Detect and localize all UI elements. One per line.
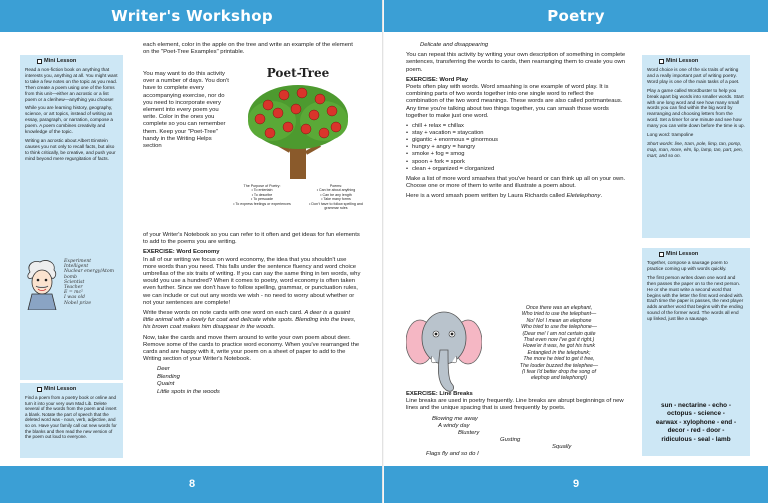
list-item: • clean + organized = clorganized: [406, 166, 626, 173]
sausage-poem-chain: sun - nectarine - echo - octopus - science - earwax - xylophone - end - decor - red - door - ridiculous - seal - lamb: [655, 402, 737, 443]
right-page: [384, 0, 768, 503]
right-main-column: [406, 42, 626, 203]
mini-lesson-heading: Mini Lesson: [647, 251, 745, 257]
poem-last-line: Delicate and disappearing: [420, 42, 489, 48]
left-page-number: 8: [0, 466, 384, 503]
word-smash-list: [406, 123, 626, 173]
mini-lesson-heading: Mini Lesson: [25, 58, 118, 64]
paragraph: Here is a word smash poem written by Laura Richards called Eletelephony.: [406, 193, 603, 200]
checkbox-icon: [37, 387, 42, 392]
tree-caption-poems: Poems: • Can be about anything • Can be any length • Take many forms • Don't have to follow spelling and grammar rules: [309, 184, 363, 211]
list-item: • gigantic + enormous = ginormous: [406, 137, 626, 144]
list-item: • stay + vacation = staycation: [406, 130, 626, 137]
exercise-heading: EXERCISE: Line Breaks: [406, 391, 473, 397]
right-main-column-lower: [406, 391, 626, 458]
mini-lesson-paragraph: Find a poem from a poetry book or online and turn it into your very own Mad Lib. Delete several of the words from the poem and insert a blank. Notate the part of speech that the deleted word was - noun, verb, adjective, and so on. Have your family call out new words for the blanks and then read the new version of the poem out loud to everyone.: [25, 395, 117, 440]
list-item: • spoon + fork = spork: [406, 159, 626, 166]
mini-lesson-paragraph: Word choice is one of the six traits of writing and a really important part of writing poetry. Word play is one of the main tasks of a poet.: [647, 67, 740, 84]
exercise-paragraph: Line breaks are used in poetry frequently. Line breaks are abrupt beginnings of new lines and the unique spacing that is used frequently by poets.: [406, 398, 624, 412]
short-words-example: Short words: line, tram, pole, limp, tan, pomp, map, man, more, elm, lip, lamp, tan, part, pen, mart, and so on.: [647, 140, 743, 158]
checkbox-icon: [659, 252, 664, 257]
wrap-text: You may want to do this activity over a number of days. You don't have to complete every accompanying exercise, nor do you need to incorporate every element into every poem you write. Color in the ones you complete so you can remember them. Keep your "Poet-Tree" handy in the Writing Helps section: [143, 71, 229, 150]
mini-lesson-box-left-bottom: [20, 383, 123, 458]
intro-paragraph: each element, color in the apple on the tree and write an example of the element on the "Poet-Tree Examples" printable.: [143, 42, 353, 56]
mini-lesson-paragraph: Together, compose a sausage poem to practice coming up with words quickly.: [647, 260, 728, 271]
mini-lesson-heading: Mini Lesson: [25, 386, 118, 392]
long-word-example: Long word: trampoline: [647, 132, 694, 138]
mini-lesson-paragraph: Play a game called Wordbuster to help you break apart big words into smaller words. Start with one long word and see how many small words you can find within the big word by rearranging and choosing letters from the word. Set a timer for one minute and see how many you can write down before the time is up.: [647, 87, 745, 129]
einstein-illustration: [24, 258, 60, 310]
mini-lesson-box-right-top: [642, 55, 750, 238]
exercise-heading: EXERCISE: Word Economy: [143, 249, 220, 256]
line-break-poem: Blowing me away A windy day Blustery Gusting Squally Flags fly and so do I: [426, 415, 572, 457]
exercise-paragraph: Write these words on note cards with one word on each card. A deer is a quaint little animal with a lovely fur coat and delicate white spots. Blending into the trees, his brown coat makes him disappear in the woods.: [143, 310, 356, 331]
list-item: • smoke + fog = smog: [406, 151, 626, 158]
right-page-title: Poetry: [384, 0, 768, 32]
checkbox-icon: [37, 59, 42, 64]
list-item: • chill + relax = chillax: [406, 123, 626, 130]
left-main-column: [143, 42, 361, 59]
tree-caption-purpose: The Purpose of Poetry: • To entertain • To describe • To persuade • To express feelings or experiences: [233, 184, 291, 206]
left-main-column-lower: [143, 232, 361, 396]
right-page-number: 9: [384, 466, 768, 503]
exercise-heading: EXERCISE: Word Play: [406, 76, 469, 83]
einstein-acrostic: Experiment Intelligent Nuclear energy/Atom bomb Scientist Teacher E = mc² I was old Nobel prize: [64, 259, 115, 306]
exercise-paragraph: In all of our writing we focus on word economy, the idea that you shouldn't use more words than you need. This falls under the sentence fluency and word choice umbrellas of the six traits of writing. If you can say the same thing in ten words, why would you use a hundred? When it comes to poetry, word economy is often taken even further. Since we don't have to follow spelling, grammar, or punctuation rules, we can include or cut out any words we wish - no need to worry about whether or not your sentences are complete!: [143, 256, 361, 306]
mini-lesson-paragraph: While you are learning history, geography, science, or art topics, instead of writing an essay, paragraph, or narration, compose a poem. A poem combines creativity and knowledge of the topic.: [25, 105, 113, 135]
exercise-paragraph: Poets often play with words. Word smashing is one example of word play. It is combining parts of two words together into one single word to reflect the combination of the two word meanings. These words are also called portmanteaus. Any time you're talking about two things together, you can smash those words together to make just one word.: [406, 84, 623, 119]
mini-lesson-paragraph: Read a non-fiction book on anything that interests you, anything at all. You might want to take a few notes on the topic as you read. Then create a poem using one of the forms from this unit—either an acrostic or a list poem or a clerihew—anything you choose!: [25, 67, 118, 102]
checkbox-icon: [659, 59, 664, 64]
paragraph: You can repeat this activity by writing your own description of something in complete sentences, transferring the words to cards, then rearranging them to create you own poem.: [406, 52, 626, 73]
continued-paragraph: of your Writer's Notebook so you can refer to it often and get ideas for fun elements to add to the poems you are writing.: [143, 232, 360, 246]
mini-lesson-heading: Mini Lesson: [647, 58, 745, 64]
tree-illustration: [232, 81, 364, 181]
list-item: • hungry + angry = hangry: [406, 144, 626, 151]
deer-poem: Deer Blending Quaint Little spots in the woods: [157, 366, 220, 395]
mini-lesson-paragraph: Writing an acrostic about Albert Einstein causes you not only to recall facts, but also to think critically, be creative, and push your mind beyond mere regurgitation of facts.: [25, 137, 116, 161]
poet-tree-title: Poet-Tree: [266, 66, 330, 80]
left-page-title: Writer's Workshop: [0, 0, 384, 32]
eletelephony-poem: Once there was an elephant, Who tried to use the telephant— No! No! I mean an elephone Who tried to use the telephone— (Dear me! I am not certain quite That even now I've got it right.) Howe'er it was, he got his trunk Entangled in the telephunk; The more he tried to get it free, The louder buzzed the telephee— (I fear I'd better drop the song of elephop and telephong!): [519, 305, 599, 382]
exercise-paragraph: Now, take the cards and move them around to write your own poem about deer. Remove some of the cards to practice word economy. When you've rearranged the cards and are happy with it, write your poem on a sheet of paper to add to the Writing section of your Writer's Notebook.: [143, 334, 360, 363]
elephant-illustration: [406, 306, 482, 402]
paragraph: Make a list of more word smashes that you've heard or can think up all on your own. Choose one or more of them to write and illustrate a poem about.: [406, 175, 626, 189]
poet-tree-figure: [232, 66, 364, 230]
mini-lesson-box-left-top: [20, 55, 123, 380]
mini-lesson-paragraph: The first person writes down one word and then passes the paper on to the next person. He or she must write a second word that begins with the letter the first word ended with. Each time the paper is passes, the next player adds another word that begins with the ending sound of the former word. The words all end up linked, just like a sausage.: [647, 274, 744, 322]
